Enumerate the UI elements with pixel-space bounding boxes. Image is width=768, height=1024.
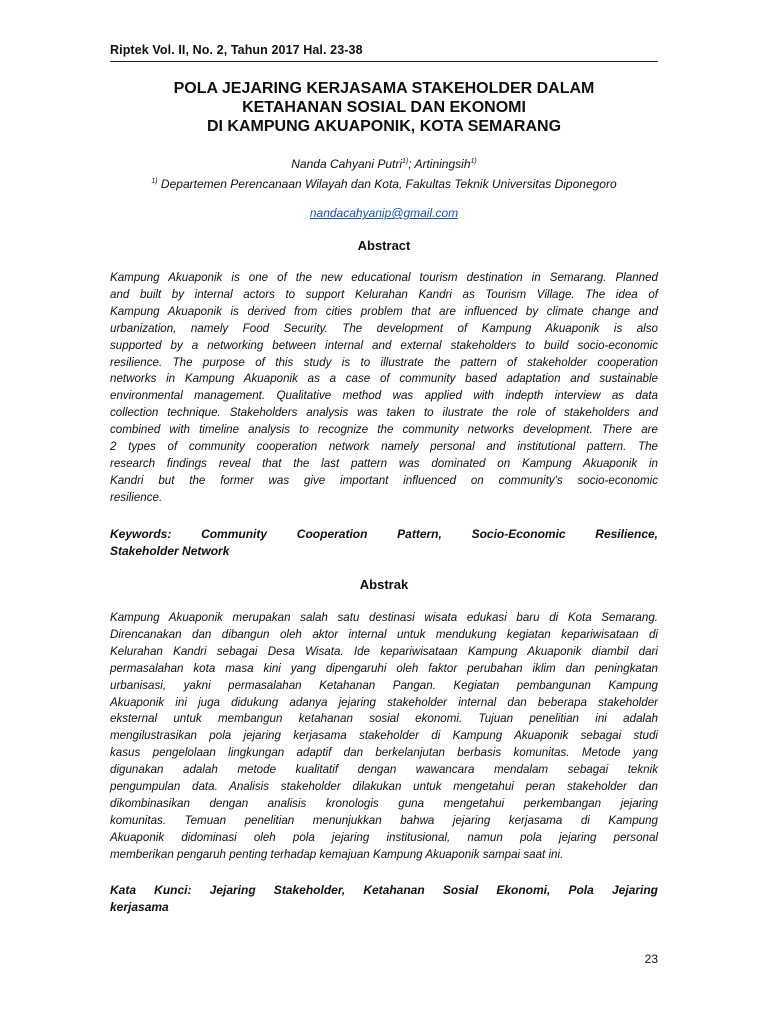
abstrak-heading: Abstrak xyxy=(359,577,409,592)
abstract-line: environmental management. Qualitative method was applied with indepth interview as data xyxy=(110,389,658,403)
author-affiliation-marker: 1) xyxy=(470,158,477,165)
abstract-line: and built by internal actors to support Kelurahan Kandri as Tourism Village. The idea of xyxy=(110,287,658,301)
journal-header: Riptek Vol. II, No. 2, Tahun 2017 Hal. 23-38 xyxy=(110,43,363,57)
keywords-line: Keywords: Community Cooperation Pattern, Socio-Economic Resilience, xyxy=(110,527,658,541)
abstract-line: resilience. The purpose of this study is to illustrate the pattern of stakeholder cooperation xyxy=(110,355,658,369)
abstract-line: supported by a networking between internal and external stakeholders to build socio-economic xyxy=(110,338,658,352)
abstract-heading: Abstract xyxy=(357,238,411,253)
affiliation-text: Departemen Perencanaan Wilayah dan Kota, Fakultas Teknik Universitas Diponegoro xyxy=(157,177,617,191)
abstract-line: Kandri but the former was give important influenced on community's socio-economic xyxy=(110,473,658,487)
affiliation-line xyxy=(110,173,658,193)
abstrak-line: pengumpulan data. Analisis stakeholder dilakukan untuk mengetahui peran stakeholder dan xyxy=(110,780,658,794)
author-separator: ; xyxy=(408,157,415,171)
abstrak-line: mengilustrasikan pola jejaring kerjasama stakeholder di Kampung Akuaponik sebagai studi xyxy=(110,729,658,743)
author-email-link[interactable]: nandacahyanip@gmail.com xyxy=(309,206,459,220)
abstrak-body xyxy=(110,610,658,864)
abstrak-line: Kampung Akuaponik merupakan salah satu destinasi wisata edukasi baru di Kota Semarang. xyxy=(110,611,658,624)
abstrak-line: digunakan adalah metode kualitatif dengan wawancara mendalam sebagai teknik xyxy=(110,763,658,777)
abstract-line: combined with timeline analysis to recognize the community networks development. There are xyxy=(110,423,658,437)
abstract-body xyxy=(110,270,658,507)
abstract-keywords xyxy=(110,526,658,560)
abstrak-line: komunitas. Temuan penelitian menunjukkan bahwa jejaring kerjasama di Kampung xyxy=(110,813,658,827)
abstrak-line: Kelurahan Kandri sebagai Desa Wisata. Ide kepariwisataan Kampung Akuaponik diambil dari xyxy=(110,644,658,658)
abstract-line: networks in Kampung Akuaponik as a case of community based adaptation and sustainable xyxy=(110,372,658,386)
abstract-line: collection technique. Stakeholders analysis was taken to ilustrate the role of stakeholders and xyxy=(110,406,658,420)
abstrak-line: Akuaponik didominasi oleh pola jejaring institusional, namun pola jejaring personal xyxy=(110,830,658,844)
kata-kunci-line: kerjasama xyxy=(110,900,169,914)
authors-block xyxy=(110,153,658,193)
keywords-line: Stakeholder Network xyxy=(110,544,230,558)
page-number: 23 xyxy=(644,952,658,966)
title-line: KETAHANAN SOSIAL DAN EKONOMI xyxy=(242,99,526,116)
affiliation-marker: 1) xyxy=(151,178,158,185)
author-line xyxy=(110,153,658,173)
abstrak-line: dikombinasikan dengan analisis kronologis guna mengetahui perkembangan jejaring xyxy=(110,796,658,810)
email-line xyxy=(110,206,658,220)
abstract-line: Kampung Akuaponik is derived from cities problem that are influenced by climate change and xyxy=(110,304,658,318)
abstrak-line: eksternal untuk membangun ketahanan sosial ekonomi. Tujuan penelitian ini adalah xyxy=(110,712,658,726)
abstrak-keywords xyxy=(110,882,658,916)
abstract-line: urbanization, namely Food Security. The development of Kampung Akuaponik is also xyxy=(110,321,658,335)
author-name: Nanda Cahyani Putri xyxy=(291,157,402,171)
abstrak-line: kasus pengelolaan lingkungan adaptif dan berkelanjutan berbasis komunitas. Metode yang xyxy=(110,746,658,760)
header-divider xyxy=(110,61,658,62)
author-name: Artiningsih xyxy=(414,157,471,171)
paper-title xyxy=(110,79,658,136)
abstrak-line: permasalahan kota masa kini yang dipengaruhi oleh faktor perubahan iklim dan peningkatan xyxy=(110,661,658,675)
abstrak-line: Direncanakan dan dibangun oleh aktor internal untuk mendukung kegiatan kepariwisataan di xyxy=(110,627,658,641)
abstrak-line: memberikan pengaruh penting terhadap kemajuan Kampung Akuaponik sampai saat ini. xyxy=(110,847,564,861)
abstrak-line: urbanisasi, yakni permasalahan Ketahanan Pangan. Kegiatan pembangunan Kampung xyxy=(110,678,658,692)
abstract-line: research findings reveal that the last pattern was dominated on Kampung Akuaponik in xyxy=(110,456,658,470)
abstract-line: resilience. xyxy=(110,490,163,504)
kata-kunci-line: Kata Kunci: Jejaring Stakeholder, Ketahanan Sosial Ekonomi, Pola Jejaring xyxy=(110,883,658,897)
title-line: DI KAMPUNG AKUAPONIK, KOTA SEMARANG xyxy=(206,118,562,135)
abstract-line: 2 types of community cooperation network namely personal and institutional pattern. The xyxy=(110,440,658,454)
author-affiliation-marker: 1) xyxy=(402,158,409,165)
title-line: POLA JEJARING KERJASAMA STAKEHOLDER DALAM xyxy=(173,80,595,97)
abstrak-line: Akuaponik ini juga didukung adanya jejaring stakeholder internal dan beberapa stakeholder xyxy=(110,695,658,709)
abstract-line: Kampung Akuaponik is one of the new educational tourism destination in Semarang. Planned xyxy=(110,271,658,284)
